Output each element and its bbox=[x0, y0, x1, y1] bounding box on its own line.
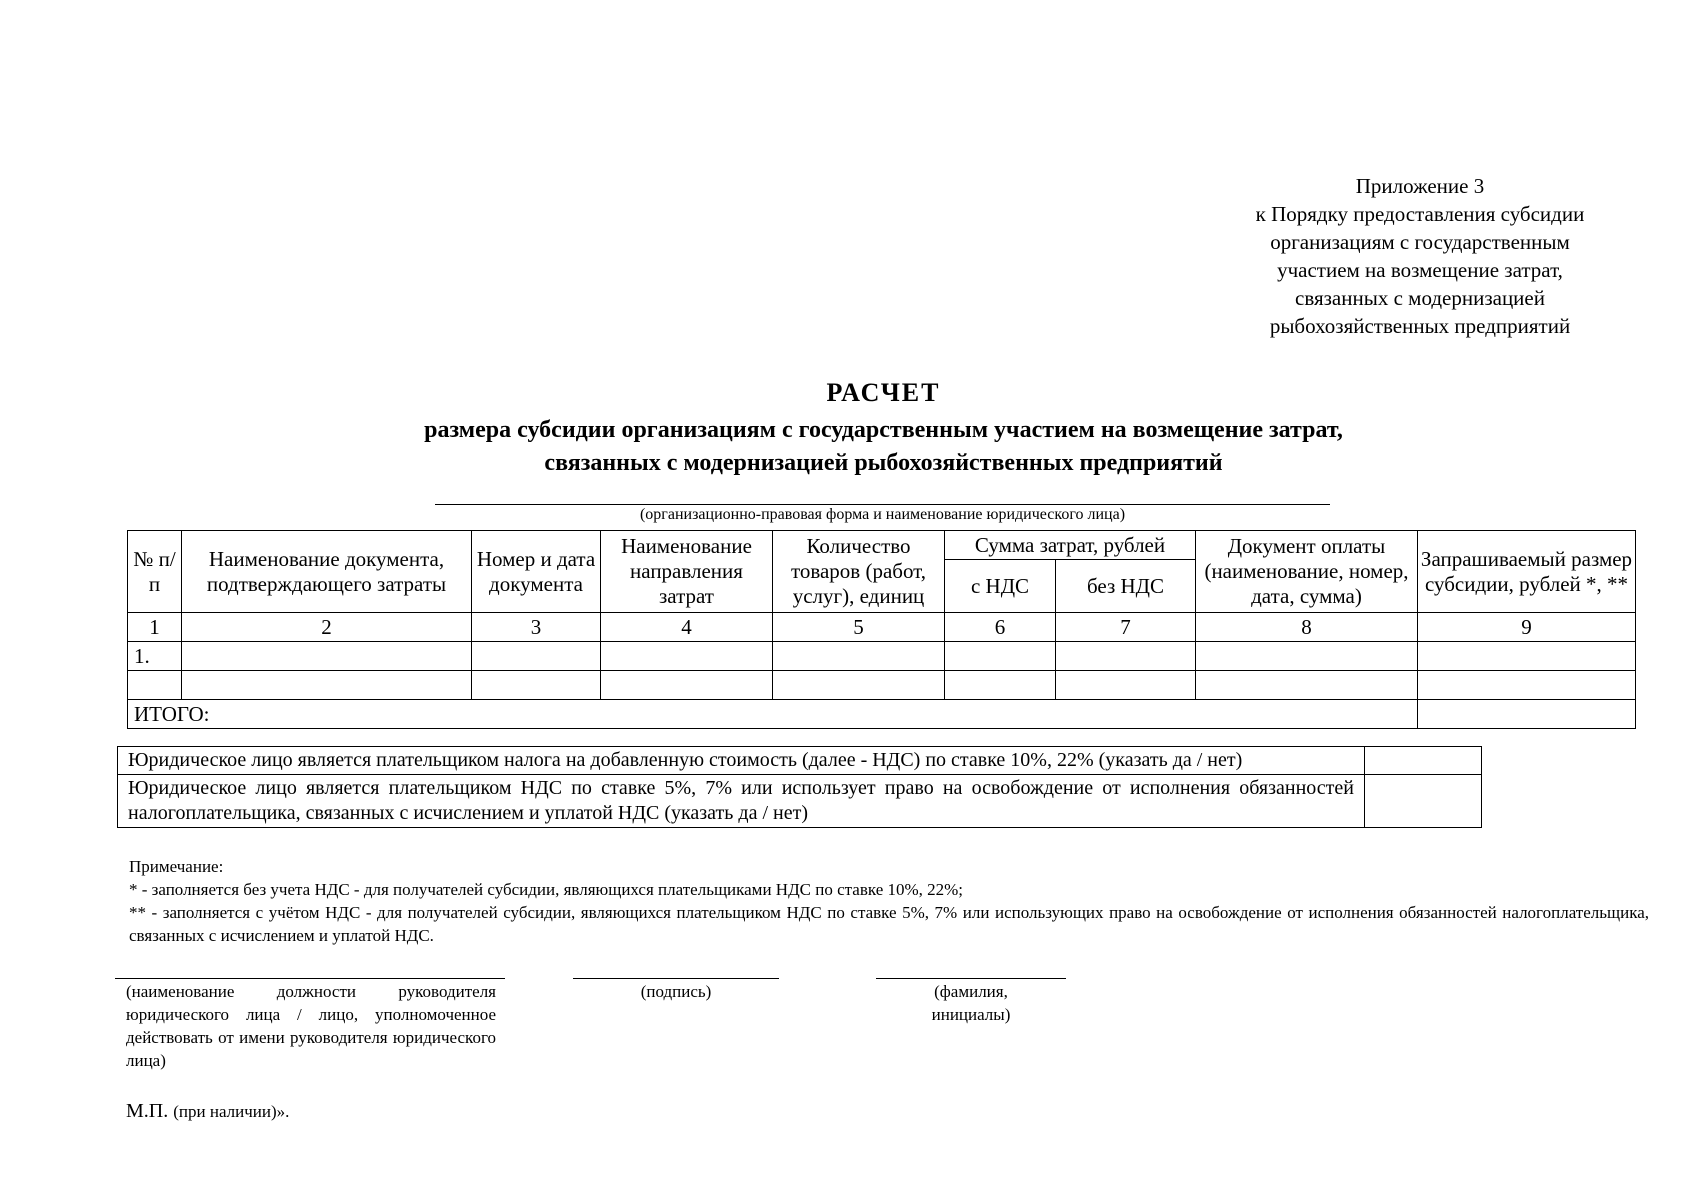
position-caption: (наименование должности руководителя юридического лица / лицо, уполномоченное действовать от имени руководителя юридического лица) bbox=[126, 982, 496, 1070]
table-cell[interactable] bbox=[182, 642, 472, 671]
note-item: * - заполняется без учета НДС - для получателей субсидии, являющихся плательщиками НДС по ставке 10%, 22%; bbox=[129, 880, 964, 899]
header-quantity: Количество товаров (работ, услуг), единиц bbox=[773, 531, 945, 613]
document-subtitle bbox=[0, 414, 1698, 480]
header-requested: Запрашиваемый размер субсидии, рублей *, ** bbox=[1418, 531, 1636, 613]
stamp-place bbox=[126, 1100, 289, 1123]
table-row bbox=[128, 642, 1636, 671]
stamp-label: М.П. bbox=[126, 1100, 169, 1122]
table-cell[interactable] bbox=[773, 642, 945, 671]
table-cell[interactable] bbox=[472, 642, 601, 671]
table-cell[interactable] bbox=[1418, 642, 1636, 671]
vat-status-table bbox=[117, 746, 1482, 828]
appendix-header bbox=[1210, 172, 1630, 340]
org-name-caption: (организационно-правовая форма и наименование юридического лица) bbox=[639, 506, 1126, 523]
row-number-cell[interactable] bbox=[128, 671, 182, 700]
table-row bbox=[128, 671, 1636, 700]
table-cell[interactable] bbox=[945, 671, 1056, 700]
column-number: 7 bbox=[1056, 613, 1196, 642]
total-value-cell[interactable] bbox=[1418, 700, 1636, 729]
column-number: 2 bbox=[182, 613, 472, 642]
appendix-line: организациям с государственным bbox=[1270, 230, 1570, 254]
column-number: 9 bbox=[1418, 613, 1636, 642]
appendix-line: рыбохозяйственных предприятий bbox=[1269, 314, 1571, 338]
table-cell[interactable] bbox=[1056, 642, 1196, 671]
header-sum-group: Сумма затрат, рублей bbox=[945, 531, 1196, 560]
table-cell[interactable] bbox=[601, 642, 773, 671]
stamp-note: (при наличии)». bbox=[173, 1102, 290, 1121]
table-cell[interactable] bbox=[182, 671, 472, 700]
column-number: 5 bbox=[773, 613, 945, 642]
header-doc-number: Номер и дата документа bbox=[472, 531, 601, 613]
name-signature-line[interactable] bbox=[876, 978, 1066, 979]
total-label: ИТОГО: bbox=[128, 700, 1418, 729]
header-direction: Наименование направления затрат bbox=[601, 531, 773, 613]
column-number: 4 bbox=[601, 613, 773, 642]
name-caption: (фамилия, инициалы) bbox=[931, 982, 1011, 1024]
signature-line[interactable] bbox=[573, 978, 779, 979]
appendix-line: участием на возмещение затрат, bbox=[1277, 258, 1563, 282]
table-cell[interactable] bbox=[472, 671, 601, 700]
header-doc-name: Наименование документа, подтверждающего затраты bbox=[182, 531, 472, 613]
column-number: 8 bbox=[1196, 613, 1418, 642]
note-item: ** - заполняется с учётом НДС - для получателей субсидии, являющихся плательщиком НДС по ставке 5%, 7% или использующих право на освобождение от исполнения обязанностей налогоплательщика, связанных с исчислением и уплатой НДС. bbox=[129, 903, 1649, 945]
column-number: 6 bbox=[945, 613, 1056, 642]
document-title: РАСЧЕТ bbox=[826, 378, 941, 407]
row-number-cell[interactable]: 1. bbox=[128, 642, 182, 671]
table-cell[interactable] bbox=[601, 671, 773, 700]
vat-status-question: Юридическое лицо является плательщиком НДС по ставке 5%, 7% или использует право на освобождение от исполнения обязанностей налогоплательщика, связанных с исчислением и уплатой НДС (указать да / нет) bbox=[118, 775, 1365, 828]
calculation-table bbox=[127, 530, 1636, 729]
appendix-line: к Порядку предоставления субсидии bbox=[1255, 202, 1585, 226]
subtitle-line: связанных с модернизацией рыбохозяйственных предприятий bbox=[544, 450, 1223, 476]
vat-status-row bbox=[118, 747, 1482, 775]
table-cell[interactable] bbox=[1418, 671, 1636, 700]
header-num: № п/п bbox=[128, 531, 182, 613]
signature-caption: (подпись) bbox=[640, 982, 712, 1001]
vat-status-row bbox=[118, 775, 1482, 828]
header-with-vat: с НДС bbox=[945, 560, 1056, 613]
column-number: 1 bbox=[128, 613, 182, 642]
header-without-vat: без НДС bbox=[1056, 560, 1196, 613]
notes-section bbox=[129, 855, 1649, 947]
column-number: 3 bbox=[472, 613, 601, 642]
table-cell[interactable] bbox=[773, 671, 945, 700]
table-cell[interactable] bbox=[1056, 671, 1196, 700]
table-cell[interactable] bbox=[945, 642, 1056, 671]
vat-status-question: Юридическое лицо является плательщиком налога на добавленную стоимость (далее - НДС) по ставке 10%, 22% (указать да / нет) bbox=[118, 747, 1365, 775]
vat-status-answer[interactable] bbox=[1365, 747, 1482, 775]
subtitle-line: размера субсидии организациям с государственным участием на возмещение затрат, bbox=[424, 417, 1343, 443]
table-cell[interactable] bbox=[1196, 671, 1418, 700]
position-signature-line[interactable] bbox=[115, 978, 505, 979]
header-payment-doc: Документ оплаты (наименование, номер, дата, сумма) bbox=[1196, 531, 1418, 613]
vat-status-answer[interactable] bbox=[1365, 775, 1482, 828]
appendix-line: связанных с модернизацией bbox=[1295, 286, 1545, 310]
notes-heading: Примечание: bbox=[129, 857, 224, 876]
appendix-line: Приложение 3 bbox=[1355, 174, 1485, 198]
table-cell[interactable] bbox=[1196, 642, 1418, 671]
total-row bbox=[128, 700, 1636, 729]
